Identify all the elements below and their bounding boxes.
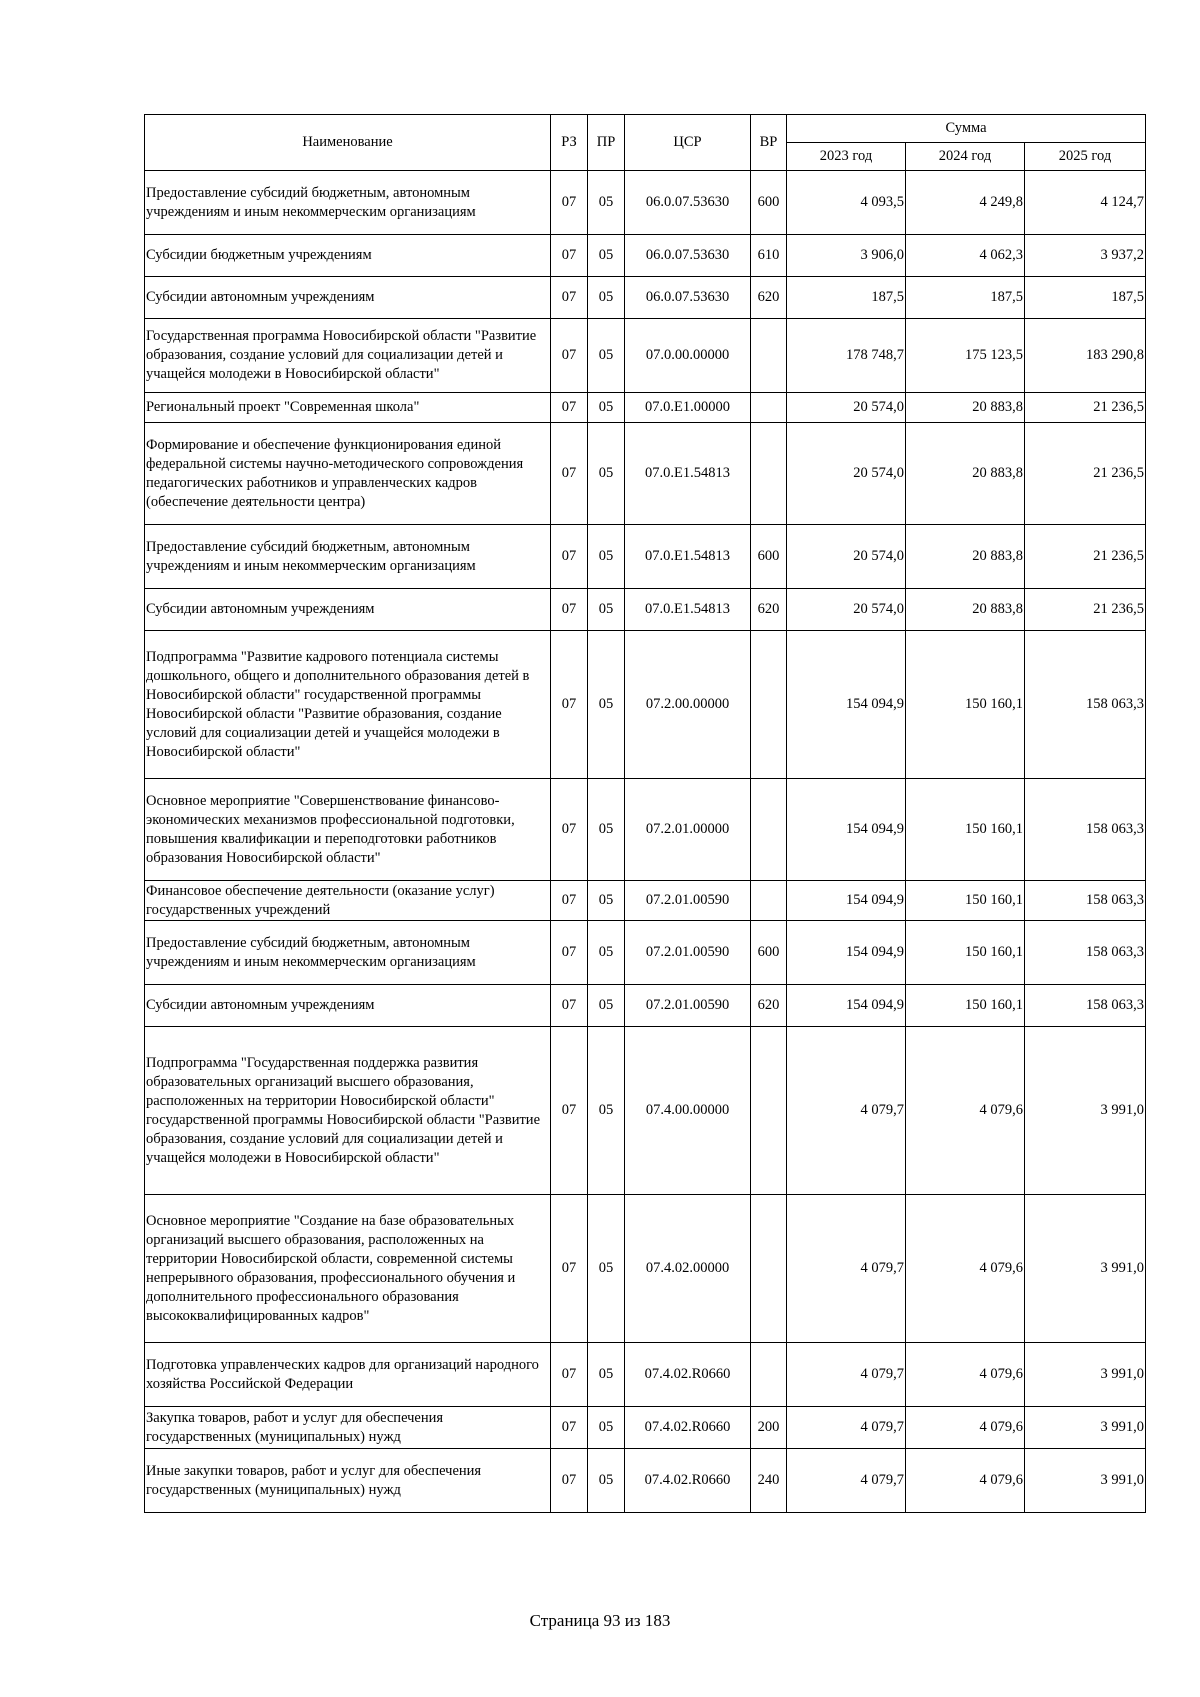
cell-sum-2023: 3 906,0: [787, 235, 906, 277]
cell-pr: 05: [588, 589, 625, 631]
cell-sum-2024: 4 079,6: [906, 1195, 1025, 1343]
cell-sum-2023: 4 079,7: [787, 1343, 906, 1407]
cell-csr: 06.0.07.53630: [625, 277, 751, 319]
cell-csr: 07.4.00.00000: [625, 1027, 751, 1195]
cell-sum-2024: 20 883,8: [906, 589, 1025, 631]
cell-sum-2023: 154 094,9: [787, 881, 906, 921]
cell-pr: 05: [588, 881, 625, 921]
cell-name: Региональный проект "Современная школа": [145, 393, 551, 423]
table-row: [145, 423, 1146, 525]
cell-csr: 07.0.E1.54813: [625, 423, 751, 525]
cell-pr: 05: [588, 277, 625, 319]
cell-pr: 05: [588, 171, 625, 235]
cell-csr: 07.4.02.00000: [625, 1195, 751, 1343]
header-sum: Сумма: [787, 115, 1146, 143]
cell-vr: [751, 779, 787, 881]
cell-name: Предоставление субсидий бюджетным, автономным учреждениям и иным некоммерческим организациям: [145, 171, 551, 235]
cell-name: Подпрограмма "Развитие кадрового потенциала системы дошкольного, общего и дополнительного образования детей в Новосибирской области" государственной программы Новосибирской области "Развитие образования, создание условий для социализации детей и учащейся молодежи в Новосибирской области": [145, 631, 551, 779]
cell-csr: 07.2.01.00590: [625, 921, 751, 985]
cell-vr: 610: [751, 235, 787, 277]
cell-sum-2023: 20 574,0: [787, 525, 906, 589]
cell-vr: [751, 1343, 787, 1407]
cell-sum-2025: 158 063,3: [1025, 631, 1146, 779]
cell-pr: 05: [588, 1449, 625, 1513]
cell-name: Государственная программа Новосибирской области "Развитие образования, создание условий для социализации детей и учащейся молодежи в Новосибирской области": [145, 319, 551, 393]
page-footer: Страница 93 из 183: [529, 1611, 671, 1630]
cell-pr: 05: [588, 921, 625, 985]
cell-pr: 05: [588, 525, 625, 589]
table-row: [145, 319, 1146, 393]
cell-vr: [751, 423, 787, 525]
header-rz: РЗ: [551, 115, 588, 171]
header-name: Наименование: [145, 115, 551, 171]
cell-name: Предоставление субсидий бюджетным, автономным учреждениям и иным некоммерческим организациям: [145, 525, 551, 589]
cell-vr: [751, 1195, 787, 1343]
cell-vr: [751, 1027, 787, 1195]
cell-vr: 600: [751, 921, 787, 985]
cell-csr: 06.0.07.53630: [625, 171, 751, 235]
cell-sum-2023: 187,5: [787, 277, 906, 319]
cell-sum-2023: 154 094,9: [787, 779, 906, 881]
cell-name: Финансовое обеспечение деятельности (оказание услуг) государственных учреждений: [145, 881, 551, 921]
cell-csr: 07.2.01.00000: [625, 779, 751, 881]
cell-sum-2024: 150 160,1: [906, 631, 1025, 779]
cell-pr: 05: [588, 631, 625, 779]
cell-rz: 07: [551, 1407, 588, 1449]
cell-pr: 05: [588, 393, 625, 423]
cell-name: Субсидии автономным учреждениям: [145, 985, 551, 1027]
cell-pr: 05: [588, 1343, 625, 1407]
cell-name: Закупка товаров, работ и услуг для обеспечения государственных (муниципальных) нужд: [145, 1407, 551, 1449]
cell-sum-2025: 3 991,0: [1025, 1343, 1146, 1407]
cell-csr: 07.0.E1.54813: [625, 589, 751, 631]
table-row: [145, 525, 1146, 589]
cell-sum-2024: 4 079,6: [906, 1407, 1025, 1449]
cell-rz: 07: [551, 1449, 588, 1513]
cell-sum-2024: 4 079,6: [906, 1027, 1025, 1195]
cell-sum-2025: 3 937,2: [1025, 235, 1146, 277]
table-row: [145, 1343, 1146, 1407]
cell-pr: 05: [588, 779, 625, 881]
cell-sum-2024: 150 160,1: [906, 779, 1025, 881]
table-row: [145, 1195, 1146, 1343]
cell-pr: 05: [588, 1407, 625, 1449]
table-row: [145, 779, 1146, 881]
table-row: [145, 277, 1146, 319]
cell-rz: 07: [551, 393, 588, 423]
table-row: [145, 589, 1146, 631]
cell-name: Субсидии автономным учреждениям: [145, 589, 551, 631]
cell-csr: 07.2.01.00590: [625, 985, 751, 1027]
cell-sum-2024: 20 883,8: [906, 393, 1025, 423]
cell-rz: 07: [551, 631, 588, 779]
cell-sum-2024: 150 160,1: [906, 985, 1025, 1027]
header-vr: ВР: [751, 115, 787, 171]
cell-sum-2024: 20 883,8: [906, 423, 1025, 525]
cell-rz: 07: [551, 589, 588, 631]
cell-sum-2023: 4 093,5: [787, 171, 906, 235]
cell-sum-2024: 4 249,8: [906, 171, 1025, 235]
cell-name: Предоставление субсидий бюджетным, автономным учреждениям и иным некоммерческим организациям: [145, 921, 551, 985]
cell-pr: 05: [588, 1195, 625, 1343]
cell-sum-2025: 158 063,3: [1025, 779, 1146, 881]
cell-sum-2024: 187,5: [906, 277, 1025, 319]
cell-sum-2023: 154 094,9: [787, 631, 906, 779]
cell-vr: 240: [751, 1449, 787, 1513]
cell-csr: 07.4.02.R0660: [625, 1407, 751, 1449]
cell-pr: 05: [588, 319, 625, 393]
cell-sum-2025: 158 063,3: [1025, 881, 1146, 921]
cell-name: Иные закупки товаров, работ и услуг для обеспечения государственных (муниципальных) нужд: [145, 1449, 551, 1513]
cell-sum-2025: 3 991,0: [1025, 1195, 1146, 1343]
cell-sum-2025: 3 991,0: [1025, 1407, 1146, 1449]
cell-vr: [751, 319, 787, 393]
header-csr: ЦСР: [625, 115, 751, 171]
cell-csr: 07.0.00.00000: [625, 319, 751, 393]
cell-vr: [751, 393, 787, 423]
cell-name: Подготовка управленческих кадров для организаций народного хозяйства Российской Федерации: [145, 1343, 551, 1407]
cell-rz: 07: [551, 779, 588, 881]
cell-rz: 07: [551, 921, 588, 985]
header-year-2024: 2024 год: [906, 143, 1025, 171]
cell-pr: 05: [588, 1027, 625, 1195]
cell-csr: 07.0.E1.00000: [625, 393, 751, 423]
cell-sum-2024: 4 062,3: [906, 235, 1025, 277]
cell-sum-2025: 158 063,3: [1025, 985, 1146, 1027]
cell-rz: 07: [551, 423, 588, 525]
cell-name: Основное мероприятие "Создание на базе образовательных организаций высшего образования, расположенных на территории Новосибирской области, современной системы непрерывного образования, профессионального обучения и дополнительного профессионального образования высококвалифицированных кадров": [145, 1195, 551, 1343]
cell-rz: 07: [551, 235, 588, 277]
header-pr: ПР: [588, 115, 625, 171]
header-year-2023: 2023 год: [787, 143, 906, 171]
cell-rz: 07: [551, 1343, 588, 1407]
cell-csr: 07.0.E1.54813: [625, 525, 751, 589]
cell-sum-2023: 20 574,0: [787, 589, 906, 631]
cell-rz: 07: [551, 881, 588, 921]
cell-vr: [751, 631, 787, 779]
cell-csr: 07.2.00.00000: [625, 631, 751, 779]
cell-sum-2025: 21 236,5: [1025, 525, 1146, 589]
cell-sum-2024: 150 160,1: [906, 881, 1025, 921]
cell-sum-2023: 20 574,0: [787, 423, 906, 525]
cell-pr: 05: [588, 423, 625, 525]
cell-vr: 620: [751, 985, 787, 1027]
cell-sum-2023: 4 079,7: [787, 1407, 906, 1449]
cell-sum-2025: 3 991,0: [1025, 1449, 1146, 1513]
cell-csr: 07.4.02.R0660: [625, 1343, 751, 1407]
cell-sum-2025: 4 124,7: [1025, 171, 1146, 235]
table-row: [145, 921, 1146, 985]
table-row: [145, 1407, 1146, 1449]
cell-csr: 06.0.07.53630: [625, 235, 751, 277]
cell-rz: 07: [551, 277, 588, 319]
cell-rz: 07: [551, 1195, 588, 1343]
header-year-2025: 2025 год: [1025, 143, 1146, 171]
table-row: [145, 1449, 1146, 1513]
table-row: [145, 985, 1146, 1027]
cell-vr: 200: [751, 1407, 787, 1449]
cell-vr: 600: [751, 525, 787, 589]
cell-csr: 07.2.01.00590: [625, 881, 751, 921]
cell-sum-2025: 21 236,5: [1025, 589, 1146, 631]
cell-sum-2023: 154 094,9: [787, 985, 906, 1027]
table-row: [145, 1027, 1146, 1195]
cell-pr: 05: [588, 235, 625, 277]
cell-sum-2024: 4 079,6: [906, 1449, 1025, 1513]
table-row: [145, 171, 1146, 235]
cell-name: Основное мероприятие "Совершенствование финансово-экономических механизмов профессиональной подготовки, повышения квалификации и переподготовки работников образования Новосибирской области": [145, 779, 551, 881]
cell-sum-2025: 187,5: [1025, 277, 1146, 319]
cell-sum-2025: 158 063,3: [1025, 921, 1146, 985]
cell-name: Субсидии автономным учреждениям: [145, 277, 551, 319]
cell-sum-2023: 4 079,7: [787, 1195, 906, 1343]
cell-sum-2023: 4 079,7: [787, 1027, 906, 1195]
cell-vr: 600: [751, 171, 787, 235]
cell-name: Подпрограмма "Государственная поддержка развития образовательных организаций высшего образования, расположенных на территории Новосибирской области" государственной программы Новосибирской области "Развитие образования, создание условий для социализации детей и учащейся молодежи в Новосибирской области": [145, 1027, 551, 1195]
table-row: [145, 631, 1146, 779]
cell-sum-2023: 20 574,0: [787, 393, 906, 423]
cell-sum-2023: 154 094,9: [787, 921, 906, 985]
cell-sum-2023: 178 748,7: [787, 319, 906, 393]
cell-sum-2025: 21 236,5: [1025, 423, 1146, 525]
cell-rz: 07: [551, 985, 588, 1027]
cell-name: Субсидии бюджетным учреждениям: [145, 235, 551, 277]
cell-name: Формирование и обеспечение функционирования единой федеральной системы научно-методического сопровождения педагогических работников и управленческих кадров (обеспечение деятельности центра): [145, 423, 551, 525]
cell-vr: [751, 881, 787, 921]
cell-sum-2025: 183 290,8: [1025, 319, 1146, 393]
cell-sum-2025: 21 236,5: [1025, 393, 1146, 423]
table-row: [145, 393, 1146, 423]
cell-pr: 05: [588, 985, 625, 1027]
table-row: [145, 881, 1146, 921]
cell-sum-2024: 175 123,5: [906, 319, 1025, 393]
cell-vr: 620: [751, 589, 787, 631]
cell-sum-2023: 4 079,7: [787, 1449, 906, 1513]
cell-rz: 07: [551, 525, 588, 589]
cell-sum-2025: 3 991,0: [1025, 1027, 1146, 1195]
cell-sum-2024: 4 079,6: [906, 1343, 1025, 1407]
cell-sum-2024: 150 160,1: [906, 921, 1025, 985]
header-row: [145, 115, 1146, 143]
cell-vr: 620: [751, 277, 787, 319]
table-body: [145, 171, 1146, 1513]
cell-rz: 07: [551, 171, 588, 235]
cell-sum-2024: 20 883,8: [906, 525, 1025, 589]
cell-rz: 07: [551, 319, 588, 393]
cell-rz: 07: [551, 1027, 588, 1195]
table-row: [145, 235, 1146, 277]
cell-csr: 07.4.02.R0660: [625, 1449, 751, 1513]
budget-table: [144, 114, 1146, 1513]
